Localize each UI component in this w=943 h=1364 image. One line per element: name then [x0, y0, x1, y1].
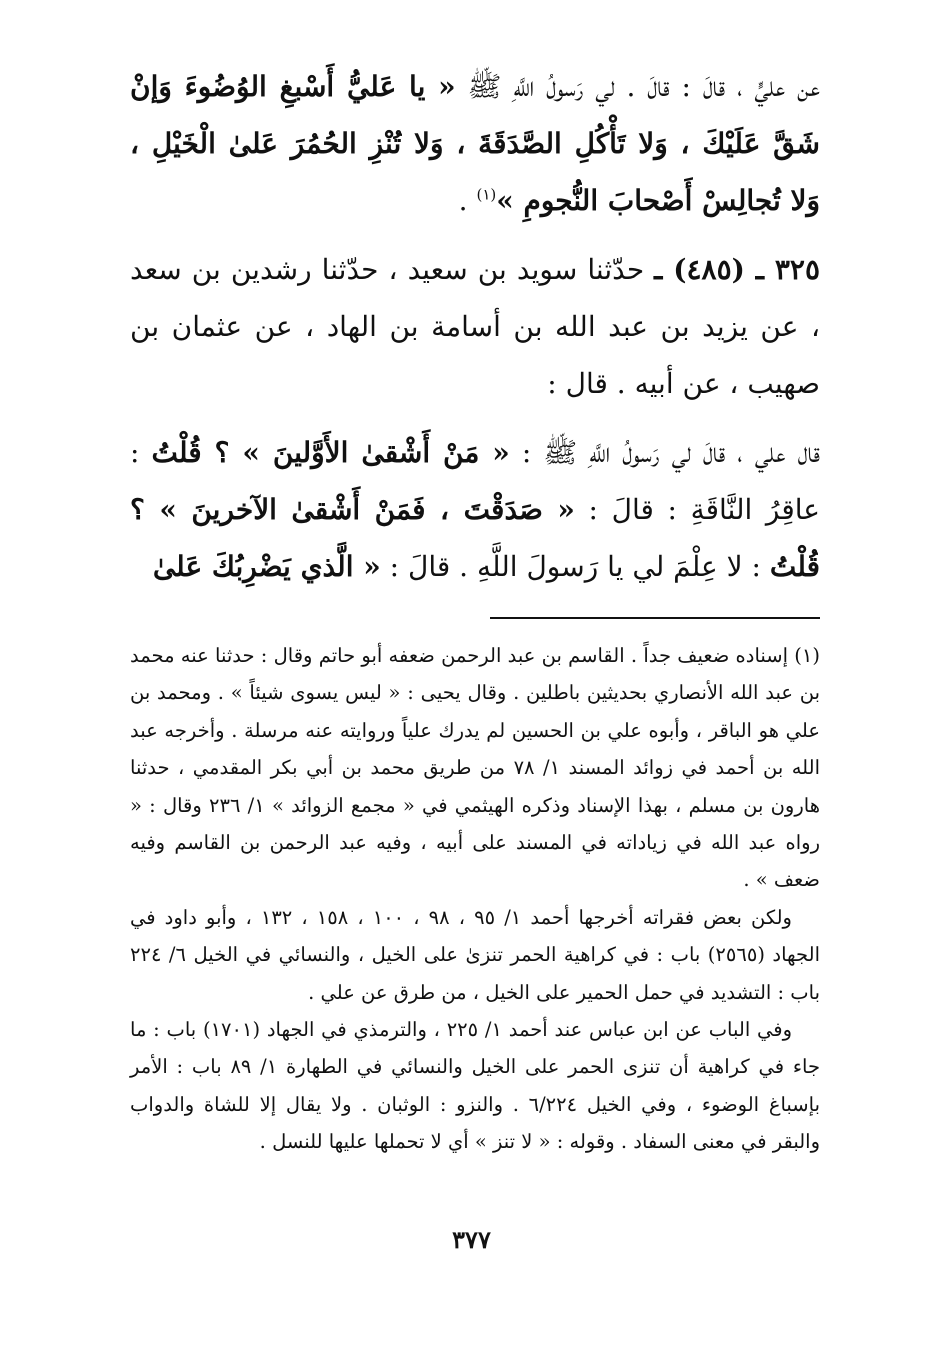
dialogue-said: قُلْتُ [769, 550, 820, 583]
footnote-paragraph: ولكن بعض فقراته أخرجها أحمد ١/ ٩٥ ، ٩٨ ، ١٠٠ ، ١٥٨ ، ١٣٢ ، وأبو داود في الجهاد (٢٥٦٥) باب : في كراهية الحمر تنزىٰ على الخيل ، والنسائي في الخيل ٦/ ٢٢٤ باب : التشديد في حمل الحمير على الخيل ، من طرق عن علي . [130, 905, 820, 1004]
dialogue-said: قُلْتُ [151, 436, 215, 469]
footnote-paragraph: وفي الباب عن ابن عباس عند أحمد ١/ ٢٢٥ ، والترمذي في الجهاد (١٧٠١) باب : ما جاء في كراهية أن تنزى الحمر على الخيل والنسائي في الطهارة ١/ ٨٩ باب : الأمر بإسباغ الوضوء ، وفي الخيل ٦/٢٢٤ . والنزو : الوثبان . ولا يقال إلا للشاة والدواب والبقر في معنى السفاد . وقوله : « لا تنز » أي لا تحملها عليها للنسل . [130, 1018, 820, 1154]
dialogue-text: قال علي ، قالَ لي رَسولُ اللَّهِ ﷺ : [509, 436, 820, 469]
hadith-quote: « مَنْ أَشْقىٰ الأَوَّلينَ » ؟ [214, 436, 510, 469]
page-number: ٣٧٧ [452, 1225, 491, 1254]
isnad-text: حدّثنا سويد بن سعيد ، حدّثنا رشدين بن سعد ، عن يزيد بن عبد الله بن أسامة بن الهاد ، عن عثمان بن صهيب ، عن أبيه . قال : [130, 253, 820, 400]
book-page [130, 58, 820, 1161]
paragraph-end: . [458, 184, 477, 217]
main-text [130, 58, 820, 595]
dialogue-text: : عاقِرُ النَّاقَةِ : قالَ : [130, 436, 820, 526]
dialogue-text: : لا عِلْمَ لي يا رَسولَ اللَّهِ . قالَ : [380, 550, 770, 583]
hadith-quote: « الَّذي يَضْرِبُكَ عَلىٰ [152, 550, 381, 583]
hadith-paragraph-2 [130, 241, 820, 412]
footnotes [130, 637, 820, 1161]
footnote-divider [490, 617, 820, 619]
footnote-ref: (١) [476, 185, 497, 204]
hadith-paragraph-1 [130, 58, 820, 229]
narration-lead: عن عليٍّ ، قالَ : قالَ . لي رَسولُ اللَّهِ ﷺ [455, 70, 820, 103]
footnote-1: (١) إسناده ضعيف جداً . القاسم بن عبد الرحمن ضعفه أبو حاتم وقال : حدثنا عنه محمد بن عبد الله الأنصاري بحديثين باطلين . وقال يحيى : « ليس يسوى شيئاً » . ومحمد بن علي هو الباقر ، وأبوه علي بن الحسين لم يدرك علياً وروايته عنه مرسلة . وأخرجه عبد الله بن أحمد في زوائد المسند ١/ ٧٨ من طريق محمد بن أبي بكر المقدمي ، حدثنا هارون بن مسلم ، بهذا الإسناد وذكره الهيثمي في « مجمع الزوائد » ١/ ٢٣٦ وقال : « رواه عبد الله في زياداته في المسند على أبيه ، وفيه عبد الرحمن بن القاسم وفيه ضعف » . [130, 644, 820, 892]
hadith-text: « يا عَليُّ أَسْبغِ الوُضُوءَ وَإنْ شَقَّ عَلَيْكَ ، وَلا تَأْكُلِ الصَّدَقَةَ ، وَلا تُنْزِ الحُمُرَ عَلىٰ الْخَيْلِ ، وَلا تُجالِسْ أَصْحابَ النُّجومِ » [130, 70, 820, 217]
hadith-paragraph-3 [130, 424, 820, 595]
hadith-number: ٣٢٥ ـ (٤٨٥) ـ [654, 253, 820, 286]
hadith-quote: « صَدَقْتَ ، فَمَنْ أَشْقىٰ الآخرينَ » ؟ [130, 493, 575, 526]
